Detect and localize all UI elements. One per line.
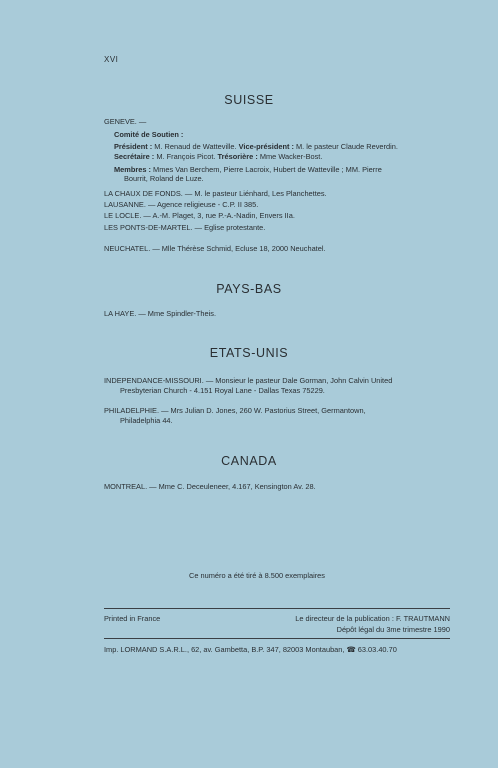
ponts-de-martel-entry: LES PONTS-DE-MARTEL. — Eglise protestante. bbox=[104, 223, 266, 232]
independance-entry-line-2: Presbyterian Church - 4.151 Royal Lane - Dallas Texas 75229. bbox=[120, 386, 325, 395]
vice-president-label: Vice-président : bbox=[238, 142, 294, 151]
secretaire-label: Secrétaire : bbox=[114, 152, 155, 161]
philadelphie-entry-line-1: PHILADELPHIE. — Mrs Julian D. Jones, 260 W. Pastorius Street, Germantown, bbox=[104, 406, 366, 415]
legal-deposit: Dépôt légal du 3me trimestre 1990 bbox=[336, 625, 450, 634]
footer-top-rule bbox=[104, 608, 450, 609]
president-label: Président : bbox=[114, 142, 153, 151]
vice-president-value: M. le pasteur Claude Reverdin. bbox=[296, 142, 398, 151]
printer-imprint: Imp. LORMAND S.A.R.L., 62, av. Gambetta, B.P. 347, 82003 Montauban, ☎ 63.03.40.70 bbox=[104, 645, 397, 654]
heading-etats-unis: ETATS-UNIS bbox=[209, 346, 289, 360]
membres-line-2: Bourrit, Roland de Luze. bbox=[124, 174, 204, 183]
footer-bottom-rule bbox=[104, 638, 450, 639]
comite-label: Comité de Soutien : bbox=[114, 130, 184, 139]
membres-line-1 bbox=[114, 165, 382, 174]
heading-suisse: SUISSE bbox=[224, 93, 274, 107]
printed-in-france: Printed in France bbox=[104, 614, 161, 623]
tresoriere-label: Trésorière : bbox=[217, 152, 258, 161]
philadelphie-entry-line-2: Philadelphia 44. bbox=[120, 416, 173, 425]
secretaire-line bbox=[114, 152, 322, 161]
heading-canada: CANADA bbox=[221, 454, 277, 468]
geneve-label: GENEVE. — bbox=[104, 117, 147, 126]
montreal-entry: MONTREAL. — Mme C. Deceuleneer, 4.167, Kensington Av. 28. bbox=[104, 482, 316, 491]
heading-pays-bas: PAYS-BAS bbox=[216, 282, 282, 296]
membres-value-1: Mmes Van Berchem, Pierre Lacroix, Hubert de Watteville ; MM. Pierre bbox=[153, 165, 382, 174]
lausanne-entry: LAUSANNE. — Agence religieuse - C.P. II 385. bbox=[104, 200, 259, 209]
independance-entry-line-1: INDEPENDANCE-MISSOURI. — Monsieur le pasteur Dale Gorman, John Calvin United bbox=[104, 376, 393, 385]
tresoriere-value: Mme Wacker-Bost. bbox=[259, 152, 323, 161]
secretaire-value: M. François Picot. bbox=[156, 152, 216, 161]
le-locle-entry: LE LOCLE. — A.-M. Plaget, 3, rue P.-A.-Nadin, Envers IIa. bbox=[104, 211, 295, 220]
membres-label: Membres : bbox=[114, 165, 151, 174]
print-run-note: Ce numéro a été tiré à 8.500 exemplaires bbox=[189, 571, 325, 580]
president-value: M. Renaud de Watteville. bbox=[154, 142, 237, 151]
la-haye-entry: LA HAYE. — Mme Spindler-Theis. bbox=[104, 309, 216, 318]
president-line bbox=[114, 142, 398, 151]
chaux-de-fonds-entry: LA CHAUX DE FONDS. — M. le pasteur Liénhard, Les Planchettes. bbox=[104, 189, 327, 198]
page-number: XVI bbox=[104, 55, 119, 64]
publication-director: Le directeur de la publication : F. TRAUTMANN bbox=[295, 614, 450, 623]
neuchatel-entry: NEUCHATEL. — Mlle Thérèse Schmid, Ecluse 18, 2000 Neuchatel. bbox=[104, 244, 326, 253]
